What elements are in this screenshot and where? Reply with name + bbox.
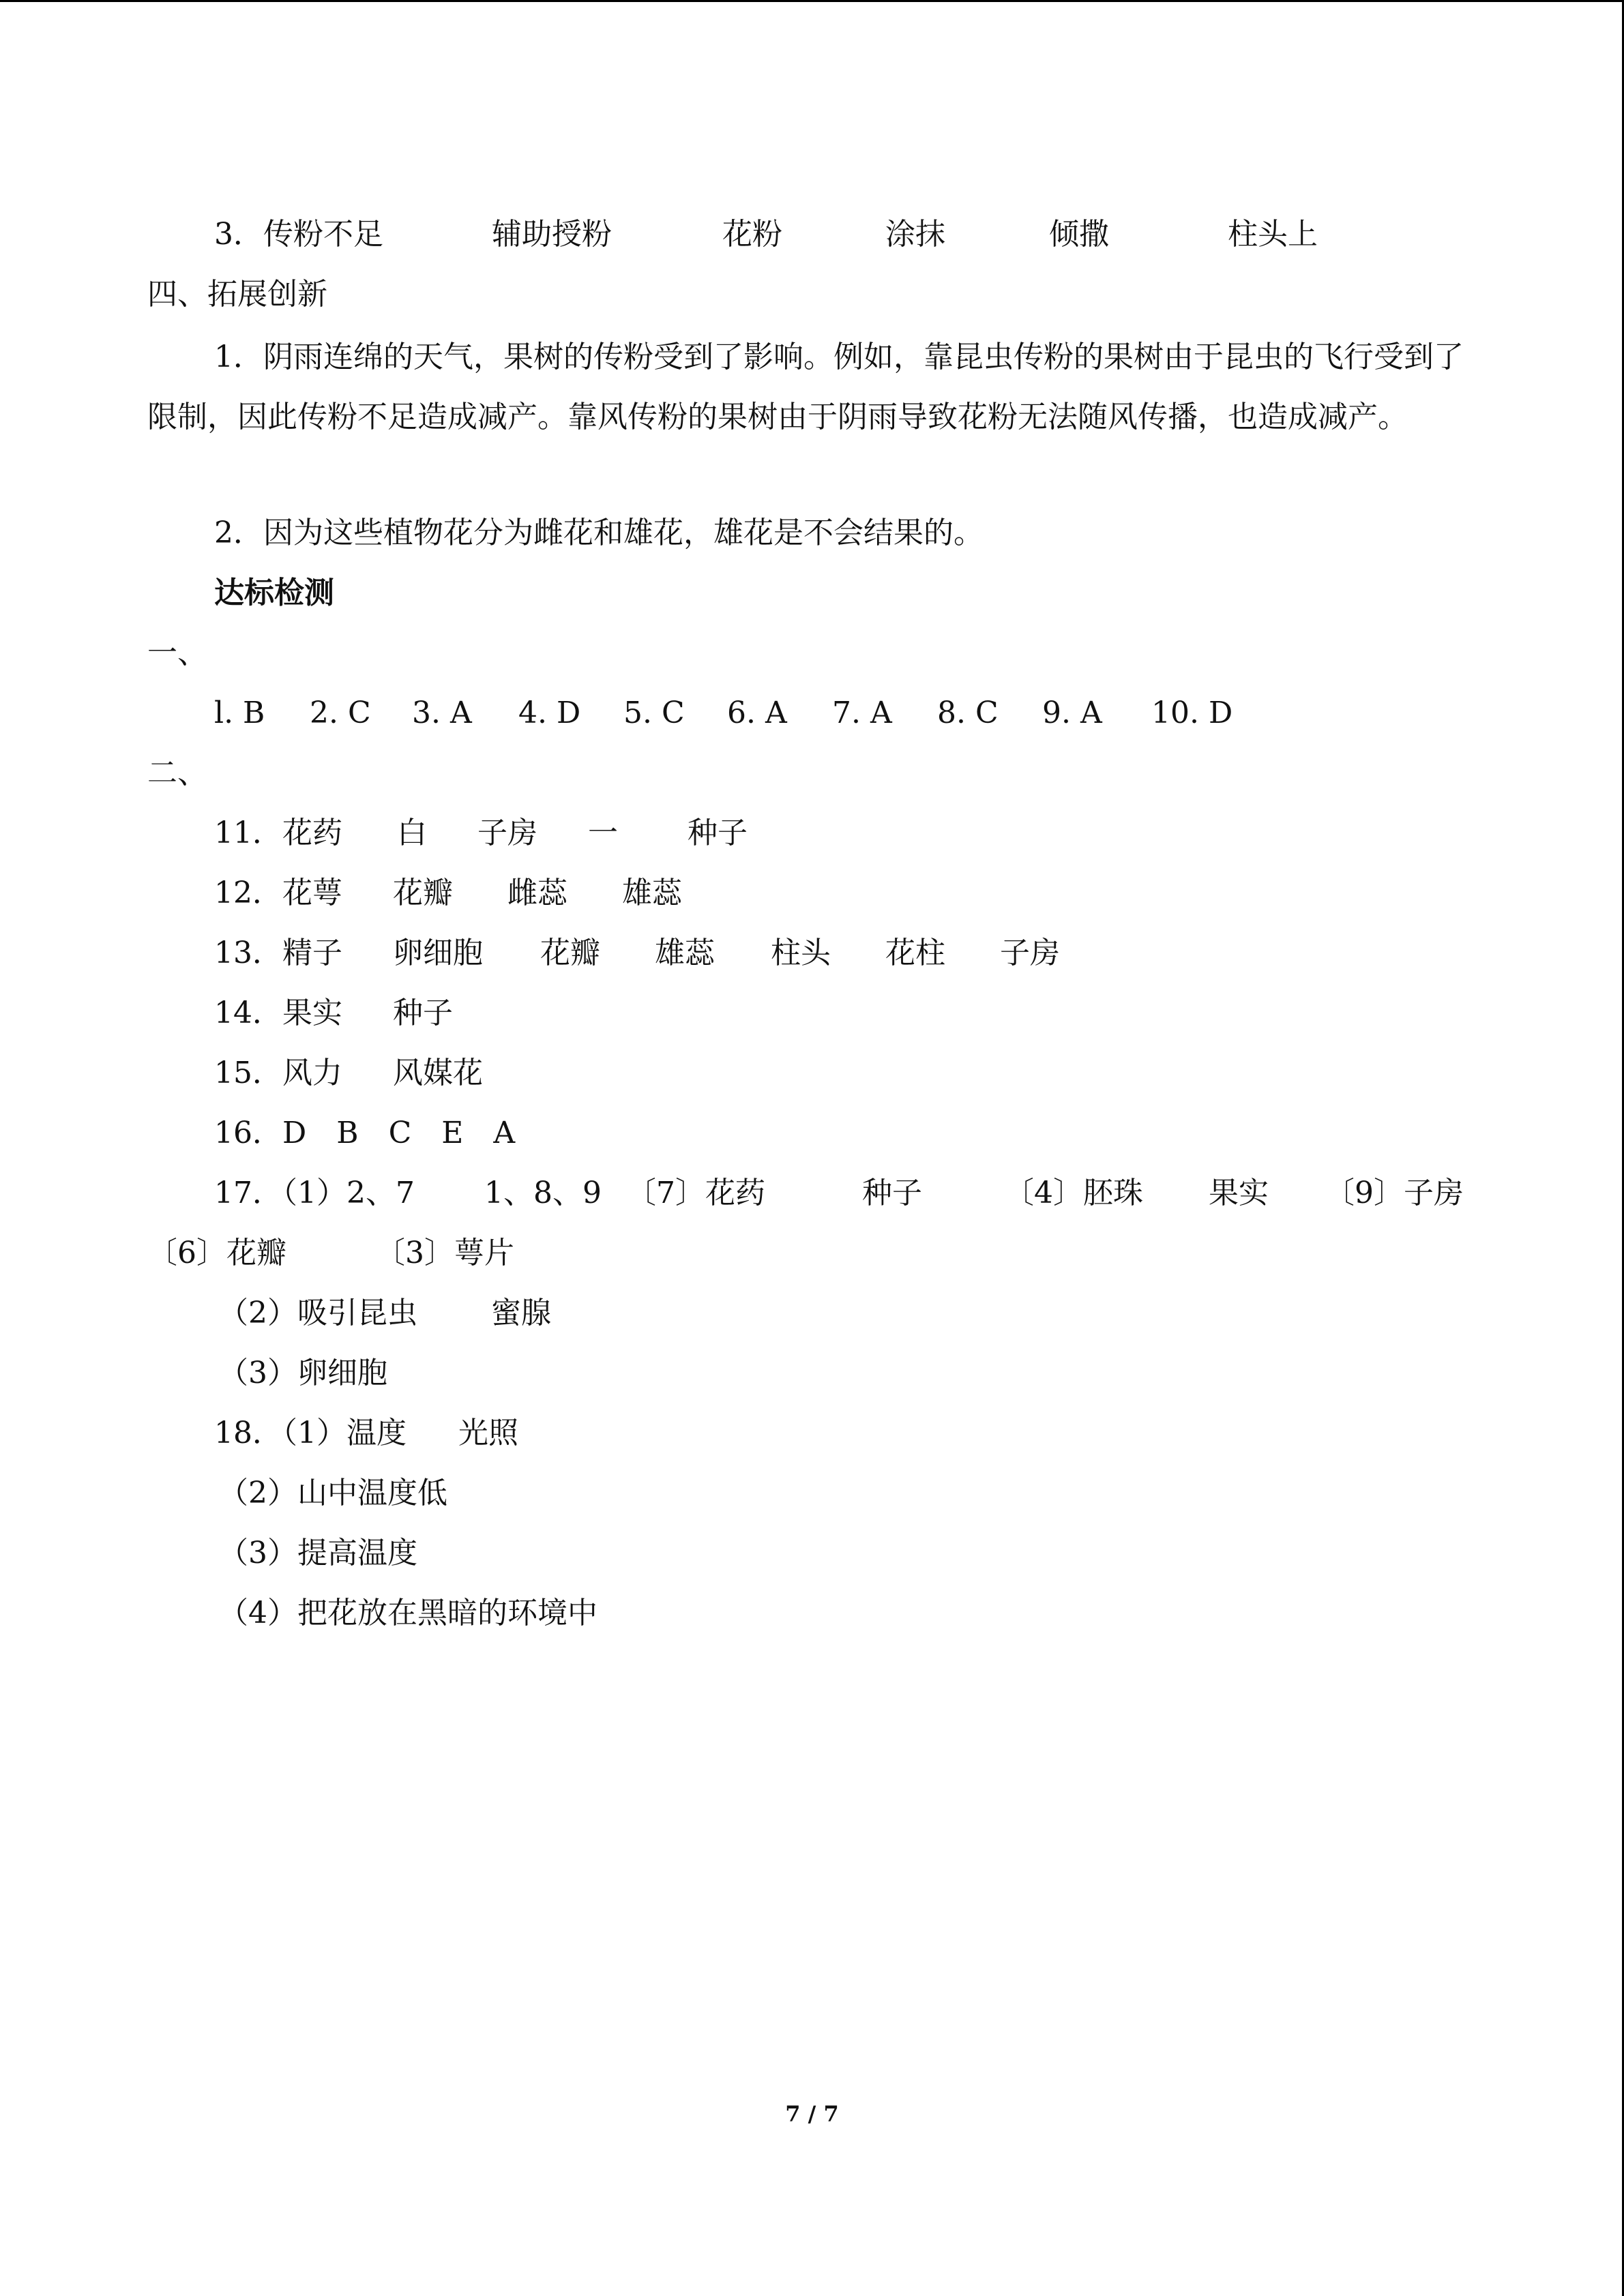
mc-answer: 5. C (623, 696, 685, 730)
answer-text: 〔7〕花药 (626, 1176, 765, 1210)
part-label-1: 一、 (147, 636, 207, 670)
mc-answer: 9. A (1042, 696, 1102, 730)
paragraph-text: 1．阴雨连绵的天气，果树的传粉受到了影响。例如，靠昆虫传粉的果树由于昆虫的飞行受到了限制，因此传粉不足造成减产。靠风传粉的果树由于阴雨导致花粉无法随风传播，也造成减产。 (147, 340, 1464, 434)
mc-answer: 8. C (937, 696, 999, 730)
answer-text: 雄蕊 (655, 936, 715, 970)
answer-text: 雄蕊 (622, 876, 682, 910)
answer-line-16: 16．D B C E A (214, 1116, 516, 1150)
answer-text: 雌蕊 (507, 876, 567, 910)
mc-answer: 2. C (310, 696, 371, 730)
answer-text: 种子 (393, 996, 453, 1030)
answer-text: （2）吸引昆虫 (218, 1296, 417, 1330)
mc-answer: 4. D (518, 696, 581, 730)
answer-text: 白 (397, 816, 427, 850)
answer-text: 13．精子 (214, 936, 342, 970)
answer-text: 光照 (458, 1416, 518, 1450)
answer-text: 〔6〕花瓣 (147, 1236, 286, 1270)
answer-text: 种子 (688, 816, 748, 850)
answer-text: 11．花药 (214, 816, 342, 850)
answer-line-18-4: （4）把花放在黑暗的环境中 (218, 1596, 597, 1630)
answer-text: 涂抹 (885, 217, 945, 252)
answer-text: 卵细胞 (393, 936, 483, 970)
answer-text: 花瓣 (393, 876, 453, 910)
answer-text: 〔4〕胚珠 (1004, 1176, 1143, 1210)
answer-text: 柱头 (771, 936, 831, 970)
answer-text: 蜜腺 (491, 1296, 551, 1330)
answer-text: 子房 (477, 816, 537, 850)
answer-text: 14．果实 (214, 996, 342, 1030)
answer-text: 〔9〕子房 (1325, 1176, 1464, 1210)
mc-answer: 10. D (1151, 696, 1233, 730)
answer-text: 果实 (1209, 1176, 1269, 1210)
mc-answer: 3. A (412, 696, 472, 730)
answer-text: 12．花萼 (214, 876, 342, 910)
answer-text: 花柱 (885, 936, 945, 970)
mc-answer: l. B (214, 696, 265, 730)
answer-line-17-3: （3）卵细胞 (218, 1356, 387, 1390)
answer-text: 辅助授粉 (492, 217, 612, 252)
answer-text: 倾撒 (1049, 217, 1109, 252)
answer-text: 风媒花 (393, 1056, 483, 1090)
answer-text: 3．传粉不足 (214, 217, 383, 252)
paragraph-2: 2．因为这些植物花分为雌花和雄花，雄花是不会结果的。 (214, 516, 984, 550)
answer-text: 17．（1）2、7 (214, 1176, 415, 1210)
answer-text: 一 (588, 816, 618, 850)
mc-answer: 7. A (832, 696, 892, 730)
page-number: 7 / 7 (785, 2101, 839, 2127)
mc-answer: 6. A (727, 696, 787, 730)
answer-line-18-3: （3）提高温度 (218, 1536, 417, 1570)
answer-text: 花瓣 (540, 936, 600, 970)
answer-text: 〔3〕萼片 (375, 1236, 514, 1270)
part-label-2: 二、 (147, 756, 207, 790)
section-title: 达标检测 (214, 576, 334, 610)
answer-text: 子房 (1000, 936, 1060, 970)
answer-text: 柱头上 (1228, 217, 1318, 252)
paragraph-1 (147, 327, 1484, 447)
answer-text: 1、8、9 (484, 1176, 602, 1210)
answer-text: 18．（1）温度 (214, 1416, 407, 1450)
section-heading: 四、拓展创新 (147, 277, 327, 312)
answer-line-18-2: （2）山中温度低 (218, 1476, 447, 1510)
answer-text: 15．风力 (214, 1056, 342, 1090)
answer-text: 种子 (862, 1176, 922, 1210)
answer-text: 花粉 (722, 217, 782, 252)
